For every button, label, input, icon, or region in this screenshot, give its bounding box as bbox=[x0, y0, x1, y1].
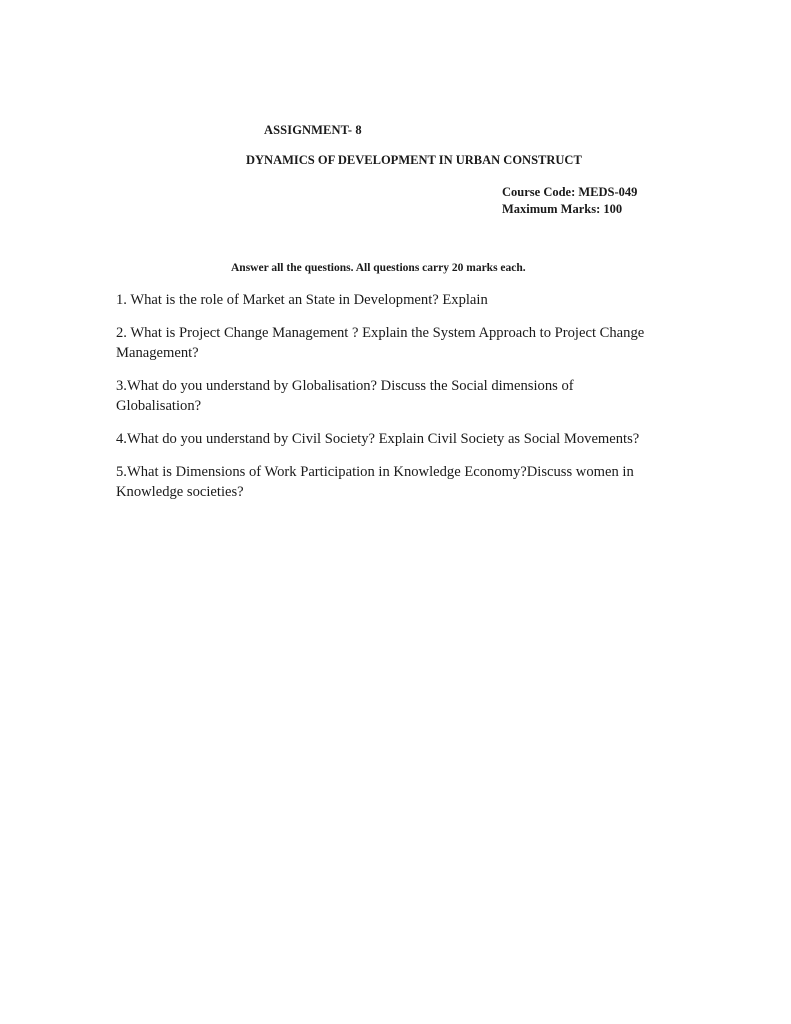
question-item: 4.What do you understand by Civil Society? Explain Civil Society as Social Movements? bbox=[116, 431, 640, 447]
question-item: 1. What is the role of Market an State in Development? Explain bbox=[116, 292, 488, 308]
assignment-title: ASSIGNMENT- 8 bbox=[264, 123, 362, 137]
course-code: Course Code: MEDS-049 bbox=[502, 185, 638, 199]
question-item: 2. What is Project Change Management ? Explain the System Approach to Project Change Management? bbox=[116, 325, 645, 361]
maximum-marks: Maximum Marks: 100 bbox=[502, 202, 623, 216]
question-list bbox=[116, 290, 656, 515]
course-meta bbox=[502, 184, 637, 218]
course-title: DYNAMICS OF DEVELOPMENT IN URBAN CONSTRUCT bbox=[246, 153, 582, 167]
question-item: 5.What is Dimensions of Work Participation in Knowledge Economy?Discuss women in Knowledge societies? bbox=[116, 464, 634, 500]
question-item: 3.What do you understand by Globalisation? Discuss the Social dimensions of Globalisation? bbox=[116, 378, 574, 414]
instructions: Answer all the questions. All questions carry 20 marks each. bbox=[231, 262, 526, 274]
